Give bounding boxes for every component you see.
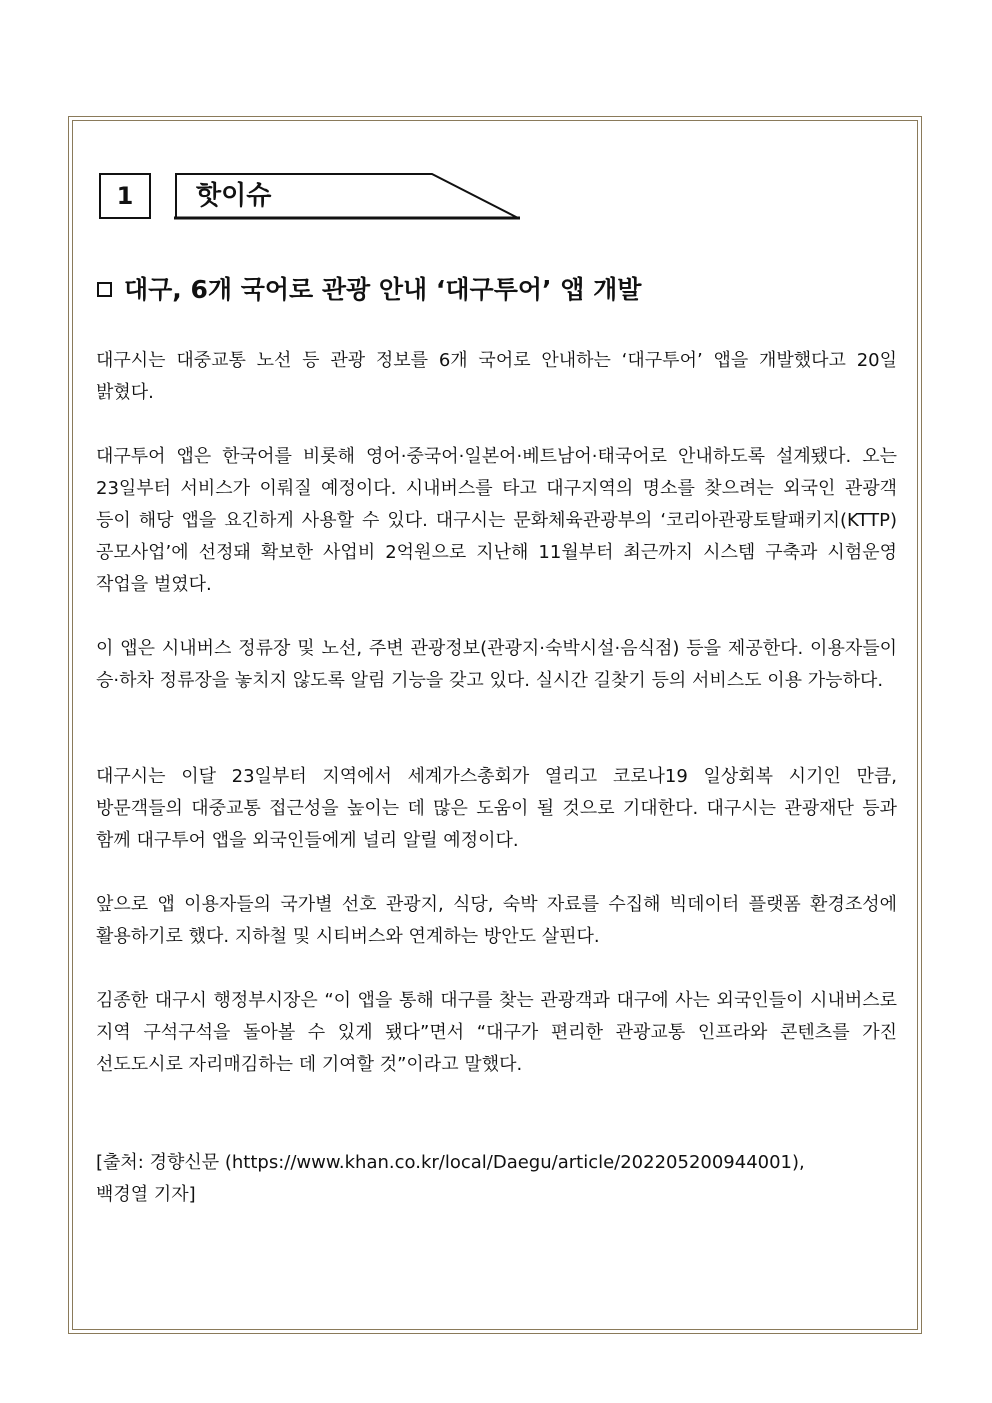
paragraph-3: 이 앱은 시내버스 정류장 및 노선, 주변 관광정보(관광지·숙박시설·음식점) 등을 제공한다. 이용자들이 승·하차 정류장을 놓치지 않도록 알림 기능을 갖고 있다. 실시간 길찾기 등의 서비스도 이용 가능하다. bbox=[96, 638, 897, 691]
section-number-box: 1 bbox=[99, 173, 151, 219]
paragraph-2: 대구투어 앱은 한국어를 비롯해 영어·중국어·일본어·베트남어·태국어로 안내하도록 설계됐다. 오는 23일부터 서비스가 이뤄질 예정이다. 시내버스를 타고 대구지역의 명소를 찾으려는 외국인 관광객 등이 해당 앱을 요긴하게 사용할 수 있다. 대구시는 문화체육관광부의 ‘코리아관광토탈패키지(KTTP) 공모사업’에 선정돼 확보한 사업비 2억원으로 지난해 11월부터 최근까지 시스템 구축과 시험운영 작업을 벌였다. bbox=[96, 446, 897, 595]
paragraph-5: 앞으로 앱 이용자들의 국가별 선호 관광지, 식당, 숙박 자료를 수집해 빅데이터 플랫폼 환경조성에 활용하기로 했다. 지하철 및 시티버스와 연계하는 방안도 살핀다. bbox=[96, 894, 897, 947]
paragraph-6: 김종한 대구시 행정부시장은 “이 앱을 통해 대구를 찾는 관광객과 대구에 사는 외국인들이 시내버스로 지역 구석구석을 돌아볼 수 있게 됐다”면서 “대구가 편리한 관광교통 인프라와 콘텐츠를 가진 선도도시로 자리매김하는 데 기여할 것”이라고 말했다. bbox=[96, 990, 897, 1075]
square-bullet-icon bbox=[97, 282, 112, 297]
paragraph-4: 대구시는 이달 23일부터 지역에서 세계가스총회가 열리고 코로나19 일상회복 시기인 만큼, 방문객들의 대중교통 접근성을 높이는 데 많은 도움이 될 것으로 기대한다. 대구시는 관광재단 등과 함께 대구투어 앱을 외국인들에게 널리 알릴 예정이다. bbox=[96, 766, 897, 851]
source-citation bbox=[96, 1147, 897, 1211]
source-line-1: [출처: 경향신문 (https://www.khan.co.kr/local/Daegu/article/202205200944001), bbox=[96, 1152, 805, 1173]
paragraph-1: 대구시는 대중교통 노선 등 관광 정보를 6개 국어로 안내하는 ‘대구투어’ 앱을 개발했다고 20일 밝혔다. bbox=[96, 350, 897, 403]
headline-text: 대구, 6개 국어로 관광 안내 ‘대구투어’ 앱 개발 bbox=[124, 275, 642, 304]
source-line-2: 백경열 기자] bbox=[96, 1184, 196, 1205]
article-headline bbox=[97, 270, 897, 310]
section-title: 핫이슈 bbox=[196, 181, 272, 211]
